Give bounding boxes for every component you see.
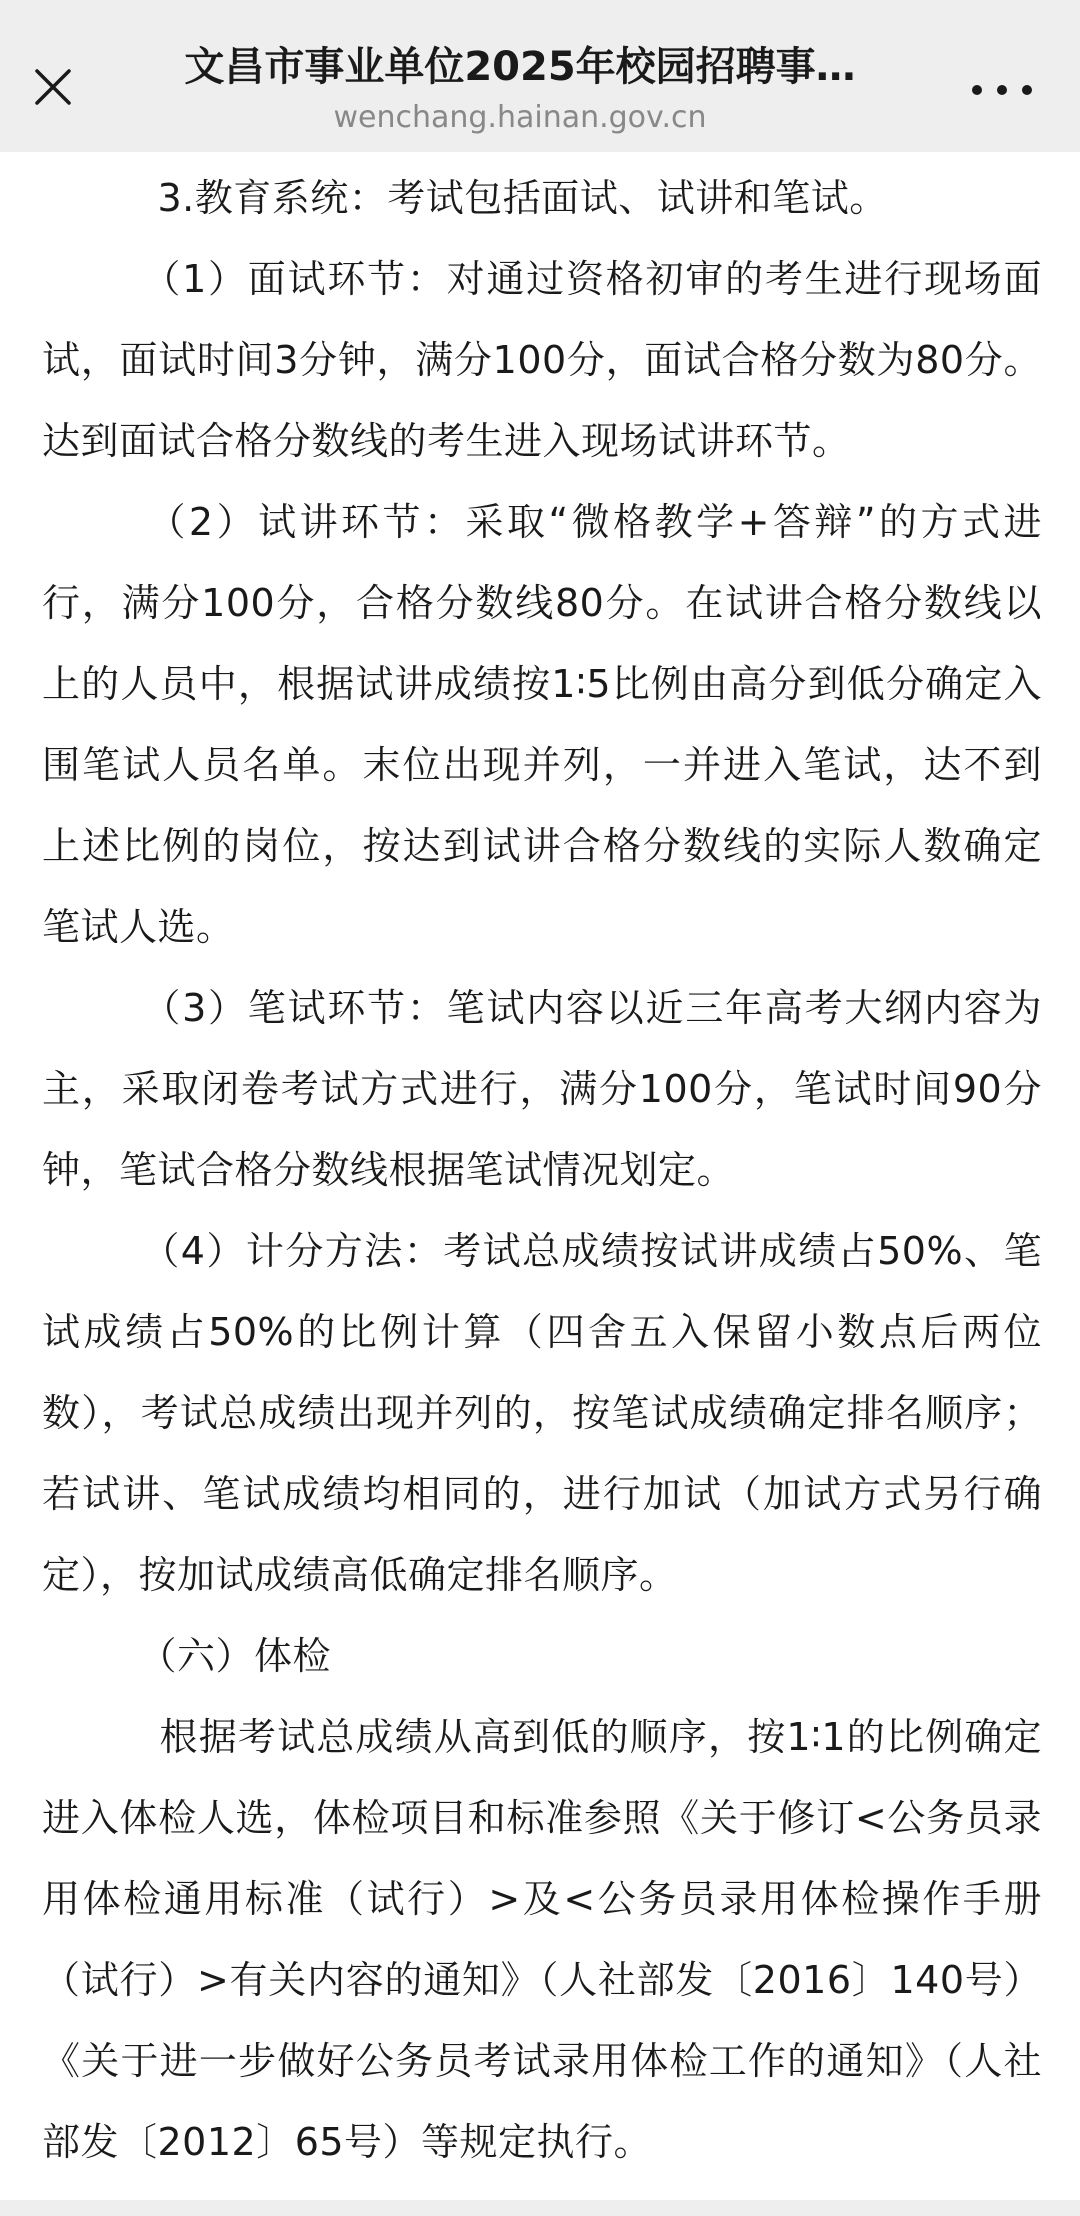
paragraph-written-exam: （3）笔试环节：笔试内容以近三年高考大纲内容为主，采取闭卷考试方式进行，满分100分，笔试时间90分钟，笔试合格分数线根据笔试情况划定。 [42,986,1042,1192]
page-title: 文昌市事业单位2025年校园招聘事… [184,44,856,90]
more-dots-icon [1022,85,1032,95]
status-bar [0,0,1080,18]
paragraph-trial-lecture: （2）试讲环节：采取“微格教学+答辩”的方式进行，满分100分，合格分数线80分。在试讲合格分数线以上的人员中，根据试讲成绩按1∶5比例由高分到低分确定入围笔试人员名单。末位出现并列，一并进入笔试，达不到上述比例的岗位，按达到试讲合格分数线的实际人数确定笔试人选。 [42,500,1042,949]
more-menu-button[interactable] [972,80,1032,100]
bottom-bar [0,2200,1080,2216]
close-icon [34,68,72,106]
paragraph-scoring: （4）计分方法：考试总成绩按试讲成绩占50%、笔试成绩占50%的比例计算（四舍五入保留小数点后两位数），考试总成绩出现并列的，按笔试成绩确定排名顺序；若试讲、笔试成绩均相同的，进行加试（加试方式另行确定），按加试成绩高低确定排名顺序。 [42,1229,1042,1597]
more-dots-icon [972,85,982,95]
browser-top-bar [0,18,1080,152]
close-button[interactable] [28,62,78,112]
paragraph-education-system: 3.教育系统：考试包括面试、试讲和笔试。 [42,176,888,220]
page-domain: wenchang.hainan.gov.cn [333,100,707,135]
section-heading-physical-exam: （六）体检 [42,1634,332,1678]
more-dots-icon [997,85,1007,95]
paragraph-physical-exam: 根据考试总成绩从高到低的顺序，按1∶1的比例确定进入体检人选，体检项目和标准参照《关于修订<公务员录用体检通用标准（试行）>及<公务员录用体检操作手册（试行）>有关内容的通知》（人社部发〔2016〕140号）《关于进一步做好公务员考试录用体检工作的通知》（人社部发〔2012〕65号）等规定执行。 [42,1715,1042,2164]
paragraph-interview: （1）面试环节：对通过资格初审的考生进行现场面试，面试时间3分钟，满分100分，面试合格分数为80分。达到面试合格分数线的考生进入现场试讲环节。 [42,257,1042,463]
article-body [42,158,1042,2183]
